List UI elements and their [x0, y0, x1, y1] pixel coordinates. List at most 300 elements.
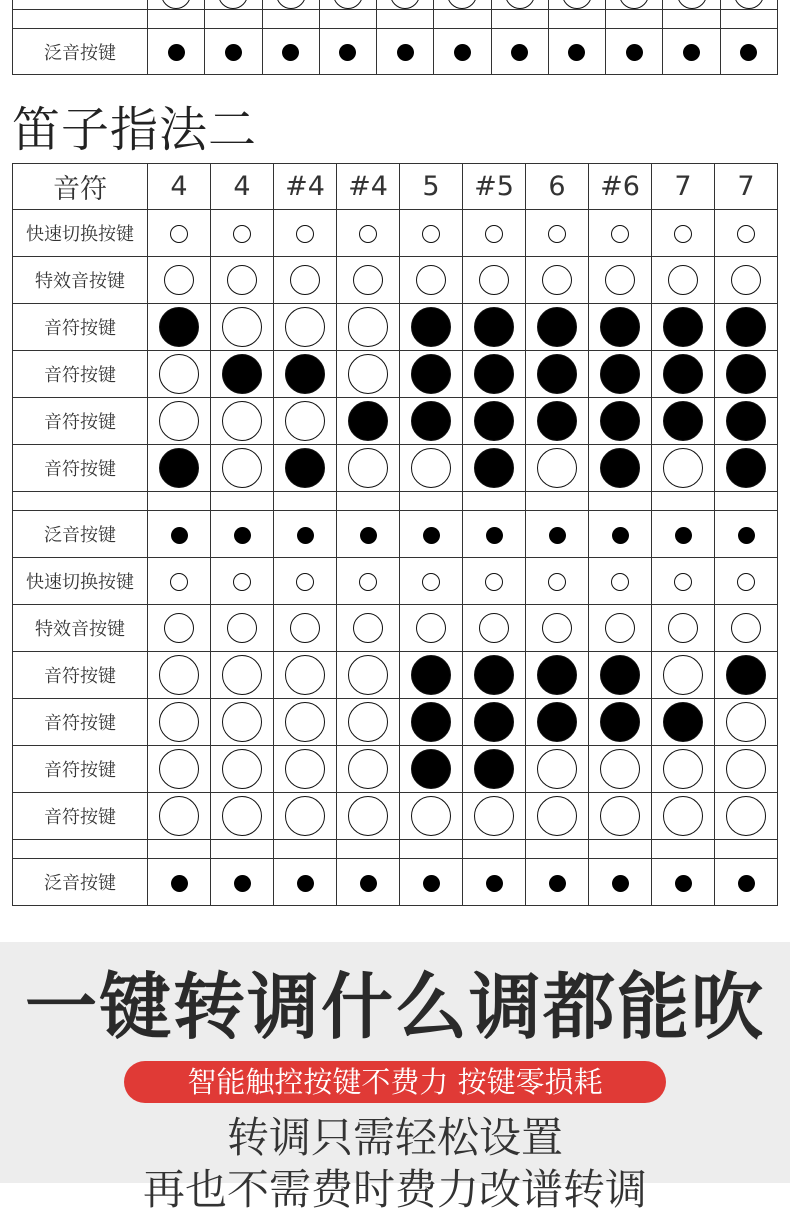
row-label: 音符按键	[13, 445, 148, 492]
fingering-cell	[400, 605, 463, 652]
fingering-cell	[274, 859, 337, 906]
hole-open-icon	[164, 613, 194, 643]
fingering-cell	[652, 746, 715, 793]
hole-open-icon	[222, 702, 262, 742]
hole-closed-icon	[423, 875, 440, 892]
fingering-cell	[274, 652, 337, 699]
hole-open-icon	[611, 225, 629, 243]
hole-closed-icon	[537, 702, 577, 742]
fingering-cell	[337, 558, 400, 605]
fingering-cell	[526, 210, 589, 257]
fingering-cell	[589, 652, 652, 699]
promo-line-1: 转调只需轻松设置	[226, 1113, 563, 1162]
fingering-cell	[463, 746, 526, 793]
fingering-cell	[148, 558, 211, 605]
hole-open-icon	[485, 225, 503, 243]
fingering-cell	[337, 746, 400, 793]
hole-closed-icon	[411, 307, 451, 347]
hole-open-icon	[285, 655, 325, 695]
hole-open-icon	[348, 796, 388, 836]
fingering-cell	[148, 793, 211, 840]
fingering-cell	[400, 445, 463, 492]
hole-open-icon	[548, 225, 566, 243]
hole-open-icon	[359, 573, 377, 591]
row-label	[13, 0, 148, 10]
hole-closed-icon	[740, 44, 757, 61]
fingering-cell	[720, 29, 777, 75]
fingering-cell	[148, 699, 211, 746]
fingering-cell	[463, 304, 526, 351]
hole-closed-icon	[683, 44, 700, 61]
note-header: 4	[148, 164, 211, 210]
fingering-cell	[337, 398, 400, 445]
fingering-cell	[463, 210, 526, 257]
row-label: 泛音按键	[13, 511, 148, 558]
fingering-cell	[715, 652, 778, 699]
fingering-cell	[337, 699, 400, 746]
hole-closed-icon	[568, 44, 585, 61]
hole-open-icon	[611, 573, 629, 591]
hole-open-icon	[411, 796, 451, 836]
fingering-cell	[463, 445, 526, 492]
fingering-cell	[337, 511, 400, 558]
fingering-cell	[400, 793, 463, 840]
hole-closed-icon	[411, 401, 451, 441]
hole-open-icon	[285, 307, 325, 347]
row-label: 音符按键	[13, 398, 148, 445]
note-header: 5	[400, 164, 463, 210]
row-label: 音符	[13, 164, 148, 210]
hole-closed-icon	[297, 875, 314, 892]
spacer-row	[13, 840, 778, 859]
hole-open-icon	[222, 307, 262, 347]
hole-open-icon	[668, 265, 698, 295]
hole-open-icon	[348, 354, 388, 394]
table-row	[13, 558, 778, 605]
fingering-cell	[463, 257, 526, 304]
hole-open-icon	[348, 307, 388, 347]
fingering-cell	[526, 304, 589, 351]
hole-open-icon	[537, 448, 577, 488]
fingering-cell	[463, 351, 526, 398]
hole-open-icon	[668, 613, 698, 643]
hole-closed-icon	[411, 749, 451, 789]
fingering-cell	[337, 257, 400, 304]
table-row	[13, 29, 778, 75]
hole-open-icon	[290, 613, 320, 643]
table-row	[13, 652, 778, 699]
fingering-cell	[715, 699, 778, 746]
hole-open-icon	[170, 225, 188, 243]
hole-open-icon	[348, 702, 388, 742]
hole-closed-icon	[454, 44, 471, 61]
fingering-cell	[652, 859, 715, 906]
fingering-cell	[652, 445, 715, 492]
hole-closed-icon	[486, 875, 503, 892]
fingering-cell	[526, 445, 589, 492]
hole-open-icon	[222, 655, 262, 695]
hole-open-icon	[218, 0, 248, 9]
row-label: 快速切换按键	[13, 558, 148, 605]
note-header: 6	[526, 164, 589, 210]
hole-open-icon	[411, 448, 451, 488]
fingering-cell	[211, 605, 274, 652]
promo-title: 一键转调什么调都能吹	[24, 965, 765, 1049]
hole-closed-icon	[600, 354, 640, 394]
hole-open-icon	[159, 702, 199, 742]
fingering-cell	[715, 793, 778, 840]
fingering-cell	[589, 304, 652, 351]
fingering-cell	[400, 699, 463, 746]
fingering-cell	[589, 257, 652, 304]
fingering-cell	[211, 257, 274, 304]
table-row	[13, 0, 778, 10]
hole-closed-icon	[626, 44, 643, 61]
hole-open-icon	[233, 573, 251, 591]
hole-open-icon	[731, 613, 761, 643]
hole-open-icon	[619, 0, 649, 9]
fingering-cell	[400, 304, 463, 351]
fingering-cell	[211, 859, 274, 906]
hole-open-icon	[605, 265, 635, 295]
hole-closed-icon	[726, 448, 766, 488]
hole-closed-icon	[234, 527, 251, 544]
hole-open-icon	[474, 796, 514, 836]
hole-closed-icon	[738, 527, 755, 544]
fingering-cell	[652, 511, 715, 558]
fingering-cell	[589, 511, 652, 558]
spacer-row	[13, 492, 778, 511]
fingering-cell	[589, 605, 652, 652]
fingering-cell	[148, 304, 211, 351]
hole-closed-icon	[663, 401, 703, 441]
hole-closed-icon	[397, 44, 414, 61]
hole-open-icon	[290, 265, 320, 295]
fingering-cell	[434, 0, 491, 10]
hole-open-icon	[726, 796, 766, 836]
hole-closed-icon	[537, 401, 577, 441]
hole-open-icon	[416, 265, 446, 295]
hole-open-icon	[537, 749, 577, 789]
fingering-cell	[211, 210, 274, 257]
row-label: 音符按键	[13, 699, 148, 746]
hole-open-icon	[276, 0, 306, 9]
note-header: 7	[715, 164, 778, 210]
hole-open-icon	[605, 613, 635, 643]
table-row	[13, 445, 778, 492]
row-label: 特效音按键	[13, 605, 148, 652]
table-row	[13, 746, 778, 793]
hole-closed-icon	[726, 655, 766, 695]
hole-open-icon	[663, 655, 703, 695]
fingering-cell	[211, 351, 274, 398]
fingering-cell	[463, 605, 526, 652]
table-row	[13, 398, 778, 445]
hole-closed-icon	[234, 875, 251, 892]
hole-open-icon	[170, 573, 188, 591]
hole-closed-icon	[474, 702, 514, 742]
fingering-cell	[715, 257, 778, 304]
hole-open-icon	[348, 749, 388, 789]
fingering-cell	[274, 746, 337, 793]
hole-open-icon	[159, 796, 199, 836]
fingering-cell	[148, 511, 211, 558]
fingering-cell	[337, 445, 400, 492]
fingering-table	[12, 163, 778, 906]
fingering-cell	[526, 793, 589, 840]
hole-open-icon	[222, 749, 262, 789]
hole-open-icon	[233, 225, 251, 243]
row-label: 音符按键	[13, 351, 148, 398]
hole-open-icon	[222, 401, 262, 441]
hole-open-icon	[348, 655, 388, 695]
fingering-cell	[652, 257, 715, 304]
hole-closed-icon	[225, 44, 242, 61]
hole-open-icon	[674, 573, 692, 591]
fingering-cell	[526, 746, 589, 793]
hole-open-icon	[359, 225, 377, 243]
hole-closed-icon	[600, 401, 640, 441]
fingering-cell	[262, 0, 319, 10]
hole-closed-icon	[537, 354, 577, 394]
fingering-cell	[211, 445, 274, 492]
row-label: 泛音按键	[13, 29, 148, 75]
fingering-cell	[652, 351, 715, 398]
fingering-cell	[211, 699, 274, 746]
hole-open-icon	[726, 749, 766, 789]
fingering-cell	[148, 29, 205, 75]
note-header: 4	[211, 164, 274, 210]
fingering-cell	[148, 257, 211, 304]
fingering-cell	[274, 210, 337, 257]
hole-open-icon	[285, 401, 325, 441]
fingering-cell	[526, 257, 589, 304]
promo-banner	[0, 942, 790, 1214]
hole-closed-icon	[348, 401, 388, 441]
hole-open-icon	[734, 0, 764, 9]
fingering-cell	[319, 29, 376, 75]
hole-open-icon	[353, 613, 383, 643]
hole-open-icon	[479, 613, 509, 643]
hole-open-icon	[164, 265, 194, 295]
hole-open-icon	[737, 225, 755, 243]
hole-closed-icon	[537, 307, 577, 347]
hole-closed-icon	[297, 527, 314, 544]
fingering-cell	[211, 304, 274, 351]
fingering-cell	[400, 511, 463, 558]
fingering-cell	[274, 699, 337, 746]
hole-closed-icon	[360, 527, 377, 544]
hole-open-icon	[731, 265, 761, 295]
hole-closed-icon	[159, 448, 199, 488]
header-row	[13, 164, 778, 210]
hole-closed-icon	[537, 655, 577, 695]
fingering-cell	[274, 605, 337, 652]
fingering-cell	[526, 511, 589, 558]
fingering-cell	[400, 859, 463, 906]
fingering-cell	[337, 859, 400, 906]
hole-closed-icon	[600, 307, 640, 347]
fingering-cell	[589, 793, 652, 840]
fingering-cell	[274, 558, 337, 605]
hole-open-icon	[159, 354, 199, 394]
row-label: 特效音按键	[13, 257, 148, 304]
fingering-cell	[319, 0, 376, 10]
hole-closed-icon	[663, 307, 703, 347]
fingering-cell	[720, 0, 777, 10]
hole-open-icon	[161, 0, 191, 9]
table-row	[13, 511, 778, 558]
fingering-cell	[400, 652, 463, 699]
fingering-cell	[589, 210, 652, 257]
fingering-cell	[463, 511, 526, 558]
hole-open-icon	[422, 573, 440, 591]
fingering-cell	[589, 699, 652, 746]
hole-open-icon	[663, 749, 703, 789]
hole-closed-icon	[612, 527, 629, 544]
fingering-cell	[589, 398, 652, 445]
fingering-cell	[652, 699, 715, 746]
hole-open-icon	[285, 796, 325, 836]
fingering-cell	[377, 29, 434, 75]
fingering-cell	[589, 746, 652, 793]
row-label: 音符按键	[13, 304, 148, 351]
note-header: #6	[589, 164, 652, 210]
fingering-cell	[337, 652, 400, 699]
hole-closed-icon	[285, 448, 325, 488]
hole-open-icon	[227, 613, 257, 643]
hole-closed-icon	[474, 655, 514, 695]
hole-open-icon	[390, 0, 420, 9]
hole-open-icon	[333, 0, 363, 9]
fingering-cell	[211, 511, 274, 558]
fingering-cell	[337, 210, 400, 257]
fingering-cell	[652, 398, 715, 445]
fingering-cell	[663, 29, 720, 75]
fingering-cell	[274, 445, 337, 492]
hole-closed-icon	[738, 875, 755, 892]
hole-open-icon	[296, 225, 314, 243]
fingering-cell	[652, 793, 715, 840]
hole-closed-icon	[474, 307, 514, 347]
hole-open-icon	[548, 573, 566, 591]
hole-open-icon	[296, 573, 314, 591]
hole-open-icon	[737, 573, 755, 591]
fingering-cell	[463, 859, 526, 906]
hole-open-icon	[479, 265, 509, 295]
fingering-cell	[715, 445, 778, 492]
hole-closed-icon	[222, 354, 262, 394]
fingering-cell	[400, 746, 463, 793]
fingering-cell	[274, 398, 337, 445]
table-row	[13, 605, 778, 652]
note-header: #4	[337, 164, 400, 210]
fingering-cell	[274, 351, 337, 398]
hole-open-icon	[562, 0, 592, 9]
fingering-cell	[526, 699, 589, 746]
hole-closed-icon	[411, 702, 451, 742]
hole-open-icon	[227, 265, 257, 295]
fingering-cell	[148, 398, 211, 445]
hole-open-icon	[285, 749, 325, 789]
fingering-cell	[491, 29, 548, 75]
fingering-cell	[715, 859, 778, 906]
fingering-cell	[205, 0, 262, 10]
fingering-cell	[463, 652, 526, 699]
fingering-cell	[606, 29, 663, 75]
hole-closed-icon	[511, 44, 528, 61]
fingering-cell	[652, 304, 715, 351]
hole-closed-icon	[663, 354, 703, 394]
promo-line-2: 再也不需费时费力改谱转调	[142, 1165, 647, 1214]
fingering-cell	[400, 351, 463, 398]
fingering-cell	[400, 257, 463, 304]
hole-open-icon	[505, 0, 535, 9]
fingering-cell	[526, 859, 589, 906]
section-title: 笛子指法二	[12, 102, 258, 158]
hole-open-icon	[674, 225, 692, 243]
row-label: 音符按键	[13, 793, 148, 840]
fingering-cell	[652, 558, 715, 605]
fingering-cell	[274, 511, 337, 558]
table-row	[13, 257, 778, 304]
fingering-cell	[652, 210, 715, 257]
fingering-cell	[715, 304, 778, 351]
fingering-cell	[526, 605, 589, 652]
hole-open-icon	[222, 448, 262, 488]
fingering-cell	[715, 351, 778, 398]
hole-open-icon	[159, 749, 199, 789]
fingering-cell	[148, 210, 211, 257]
hole-open-icon	[159, 401, 199, 441]
hole-closed-icon	[171, 875, 188, 892]
fingering-cell	[606, 0, 663, 10]
hole-open-icon	[663, 796, 703, 836]
fingering-cell	[211, 558, 274, 605]
fingering-cell	[589, 859, 652, 906]
hole-closed-icon	[549, 875, 566, 892]
fingering-cell	[652, 652, 715, 699]
row-label: 泛音按键	[13, 859, 148, 906]
hole-open-icon	[422, 225, 440, 243]
fingering-cell	[589, 445, 652, 492]
hole-closed-icon	[600, 655, 640, 695]
hole-closed-icon	[159, 307, 199, 347]
hole-closed-icon	[549, 527, 566, 544]
hole-open-icon	[222, 796, 262, 836]
hole-open-icon	[542, 265, 572, 295]
hole-open-icon	[159, 655, 199, 695]
hole-closed-icon	[285, 354, 325, 394]
fingering-cell	[211, 652, 274, 699]
promo-badge: 智能触控按键不费力 按键零损耗	[124, 1061, 666, 1103]
fingering-cell	[463, 699, 526, 746]
hole-closed-icon	[474, 749, 514, 789]
fingering-cell	[715, 558, 778, 605]
fingering-cell	[148, 605, 211, 652]
fingering-cell	[715, 398, 778, 445]
hole-closed-icon	[474, 448, 514, 488]
fingering-cell	[400, 210, 463, 257]
hole-open-icon	[542, 613, 572, 643]
hole-open-icon	[677, 0, 707, 9]
hole-open-icon	[537, 796, 577, 836]
fingering-cell	[274, 257, 337, 304]
fingering-cell	[205, 29, 262, 75]
hole-open-icon	[726, 702, 766, 742]
hole-closed-icon	[600, 702, 640, 742]
fingering-cell	[377, 0, 434, 10]
